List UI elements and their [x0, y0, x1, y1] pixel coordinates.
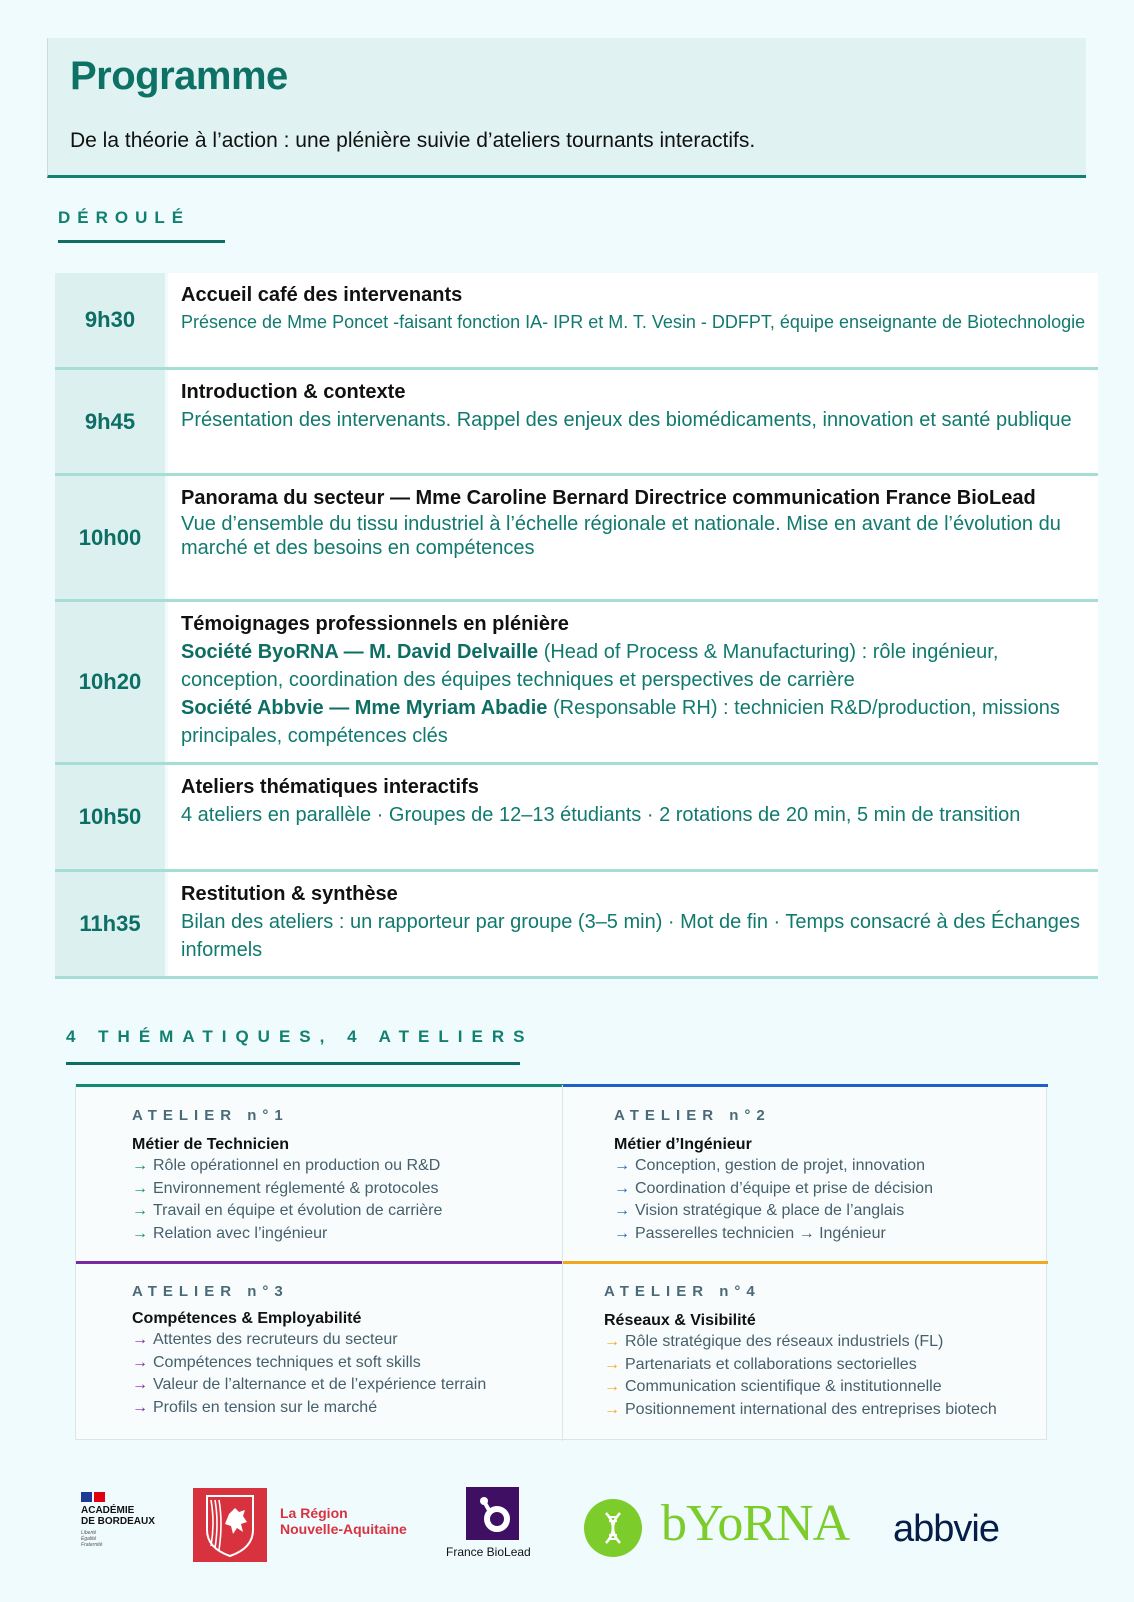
atelier-label: ATELIER n°4	[604, 1283, 761, 1300]
atelier-item-text: Vision stratégique & place de l’anglais	[635, 1202, 905, 1219]
logo-byorna-text: bYoRNA	[661, 1495, 850, 1552]
arrow-right-icon: →	[132, 1353, 148, 1371]
atelier-item-text: Rôle stratégique des réseaux industriels (FL)	[625, 1333, 944, 1350]
atelier-item-text: Rôle opérationnel en production ou R&D	[153, 1157, 441, 1174]
schedule-row	[55, 765, 1098, 872]
atelier-label: ATELIER n°3	[132, 1283, 289, 1300]
partner-logos	[0, 1480, 1134, 1570]
french-flag-icon	[81, 1492, 171, 1502]
schedule-row	[55, 602, 1098, 765]
atelier-item-text: Communication scientifique & institutionnelle	[625, 1378, 942, 1395]
arrow-right-icon: →	[132, 1331, 148, 1348]
logo-motto: Fraternité	[81, 1542, 103, 1548]
schedule-time: 11h35	[55, 872, 168, 976]
page-header	[47, 38, 1086, 178]
schedule-title: Témoignages professionnels en plénière	[181, 613, 569, 635]
atelier-item-text: Passerelles technicien → Ingénieur	[635, 1224, 886, 1242]
schedule-time: 9h45	[55, 370, 168, 473]
logo-motto: Liberté	[81, 1530, 97, 1536]
arrow-right-icon: →	[614, 1202, 630, 1219]
divider	[562, 1085, 563, 1441]
arrow-right-icon: →	[604, 1333, 620, 1350]
page-subtitle: De la théorie à l’action : une plénière suivie d’ateliers tournants interactifs.	[70, 129, 756, 152]
arrow-right-icon: →	[604, 1355, 620, 1373]
logo-text: DE BORDEAUX	[81, 1516, 155, 1527]
atelier-card-2	[614, 1107, 933, 1245]
atelier-card-3	[132, 1283, 486, 1419]
section-rule	[66, 1062, 520, 1065]
atelier-item	[132, 1155, 442, 1178]
atelier-items	[604, 1331, 997, 1421]
atelier-items	[132, 1329, 486, 1419]
atelier-1-accent	[76, 1084, 563, 1087]
atelier-items	[132, 1155, 442, 1245]
logo-text: La Région	[280, 1505, 348, 1521]
logo-academie-bordeaux	[81, 1492, 171, 1548]
arrow-right-icon: →	[614, 1224, 630, 1242]
arrow-right-icon: →	[132, 1376, 148, 1393]
atelier-item	[132, 1223, 442, 1246]
atelier-item	[614, 1223, 933, 1246]
schedule-title: Introduction & contexte	[181, 381, 406, 403]
atelier-item-text: Valeur de l’alternance et de l’expérience terrain	[153, 1376, 487, 1393]
atelier-card-4	[604, 1283, 997, 1421]
atelier-item	[132, 1200, 442, 1223]
atelier-4-accent	[563, 1261, 1048, 1264]
atelier-item-text: Environnement réglementé & protocoles	[153, 1179, 439, 1197]
logo-motto: Égalité	[81, 1536, 97, 1542]
atelier-item-text: Attentes des recruteurs du secteur	[153, 1331, 398, 1348]
atelier-item	[132, 1374, 486, 1397]
atelier-item	[614, 1178, 933, 1201]
schedule-row	[55, 476, 1098, 602]
atelier-name: Réseaux & Visibilité	[604, 1312, 756, 1329]
logo-text: Nouvelle-Aquitaine	[280, 1521, 407, 1537]
schedule-desc: Bilan des ateliers : un rapporteur par groupe (3–5 min) · Mot de fin · Temps consacré à des Échanges informels	[181, 911, 1080, 961]
atelier-item	[604, 1331, 997, 1354]
schedule-speaker	[181, 694, 1088, 750]
atelier-item	[132, 1329, 486, 1352]
schedule-title: Ateliers thématiques interactifs	[181, 776, 479, 798]
arrow-right-icon: →	[132, 1202, 148, 1219]
arrow-right-icon: →	[614, 1157, 630, 1174]
arrow-right-icon: →	[132, 1157, 148, 1174]
schedule-time: 10h00	[55, 476, 168, 599]
logo-abbvie-text: abbvie	[893, 1508, 999, 1550]
logo-region-emblem-icon	[193, 1488, 267, 1562]
page-title: Programme	[70, 54, 288, 98]
atelier-item	[132, 1178, 442, 1201]
atelier-item-text: Positionnement international des entreprises biotech	[625, 1400, 997, 1418]
schedule-time: 10h20	[55, 602, 168, 762]
atelier-label: ATELIER n°2	[614, 1107, 771, 1124]
atelier-items	[614, 1155, 933, 1245]
schedule-desc: Présentation des intervenants. Rappel des enjeux des biomédicaments, innovation et santé publique	[181, 409, 1072, 431]
speaker-text: (Responsable RH) : technicien R&D/production, missions principales, compétences clés	[181, 697, 1060, 747]
section-heading-thematiques: 4 THÉMATIQUES, 4 ATELIERS	[66, 1027, 534, 1046]
atelier-item-text: Travail en équipe et évolution de carrière	[153, 1202, 443, 1219]
atelier-item-text: Partenariats et collaborations sectorielles	[625, 1355, 917, 1373]
atelier-item	[604, 1399, 997, 1422]
arrow-right-icon: →	[132, 1179, 148, 1197]
schedule-desc: Vue d’ensemble du tissu industriel à l’échelle régionale et nationale. Mise en avant de l’évolution du marché et des besoins en compétences	[181, 513, 1061, 559]
arrow-right-icon: →	[132, 1398, 148, 1416]
atelier-item-text: Compétences techniques et soft skills	[153, 1353, 421, 1371]
speaker-text: (Head of Process & Manufacturing) : rôle ingénieur, conception, coordination des équipes techniques et perspectives de carrière	[181, 641, 999, 691]
logo-biolead-icon	[466, 1487, 519, 1540]
atelier-name: Métier de Technicien	[132, 1136, 290, 1153]
schedule-speaker	[181, 638, 1088, 694]
arrow-right-icon: →	[604, 1378, 620, 1395]
section-rule	[58, 240, 225, 243]
atelier-3-accent	[76, 1261, 563, 1264]
arrow-right-icon: →	[132, 1224, 148, 1242]
section-heading-deroule: DÉROULÉ	[58, 208, 191, 227]
schedule-title: Restitution & synthèse	[181, 883, 398, 905]
schedule-row	[55, 370, 1098, 476]
logo-byorna-dna-icon	[584, 1499, 642, 1557]
schedule-desc: Présence de Mme Poncet -faisant fonction IA- IPR et M. T. Vesin - DDFPT, équipe enseignante de Biotechnologie	[181, 312, 1086, 332]
atelier-item	[132, 1397, 486, 1420]
atelier-name: Compétences & Employabilité	[132, 1310, 362, 1327]
schedule-time: 10h50	[55, 765, 168, 869]
speaker-name: Société ByoRNA — M. David Delvaille	[181, 641, 539, 663]
logo-text: ACADÉMIE	[81, 1505, 135, 1516]
atelier-item	[604, 1354, 997, 1377]
atelier-label: ATELIER n°1	[132, 1107, 289, 1124]
atelier-item	[614, 1200, 933, 1223]
schedule-title: Panorama du secteur — Mme Caroline Bernard Directrice communication France BioLead	[181, 487, 1036, 509]
arrow-right-icon: →	[604, 1400, 620, 1418]
schedule-row	[55, 872, 1098, 979]
logo-biolead-caption: France BioLead	[446, 1545, 531, 1559]
speaker-name: Société Abbvie — Mme Myriam Abadie	[181, 697, 548, 719]
atelier-2-accent	[563, 1084, 1048, 1087]
atelier-item-text: Conception, gestion de projet, innovation	[635, 1157, 925, 1174]
atelier-item-text: Relation avec l’ingénieur	[153, 1224, 328, 1242]
logo-region-text	[280, 1505, 407, 1537]
atelier-name: Métier d’Ingénieur	[614, 1136, 752, 1153]
schedule-row	[55, 273, 1098, 370]
atelier-card-1	[132, 1107, 442, 1245]
atelier-item	[604, 1376, 997, 1399]
schedule-time: 9h30	[55, 273, 168, 367]
atelier-item	[614, 1155, 933, 1178]
schedule-title: Accueil café des intervenants	[181, 284, 463, 306]
atelier-item	[132, 1352, 486, 1375]
atelier-item-text: Coordination d’équipe et prise de décision	[635, 1179, 933, 1197]
arrow-right-icon: →	[614, 1179, 630, 1197]
schedule-table	[55, 273, 1098, 979]
atelier-item-text: Profils en tension sur le marché	[153, 1398, 378, 1416]
ateliers-grid	[75, 1084, 1047, 1440]
schedule-desc: 4 ateliers en parallèle · Groupes de 12–13 étudiants · 2 rotations de 20 min, 5 min de transition	[181, 804, 1021, 826]
